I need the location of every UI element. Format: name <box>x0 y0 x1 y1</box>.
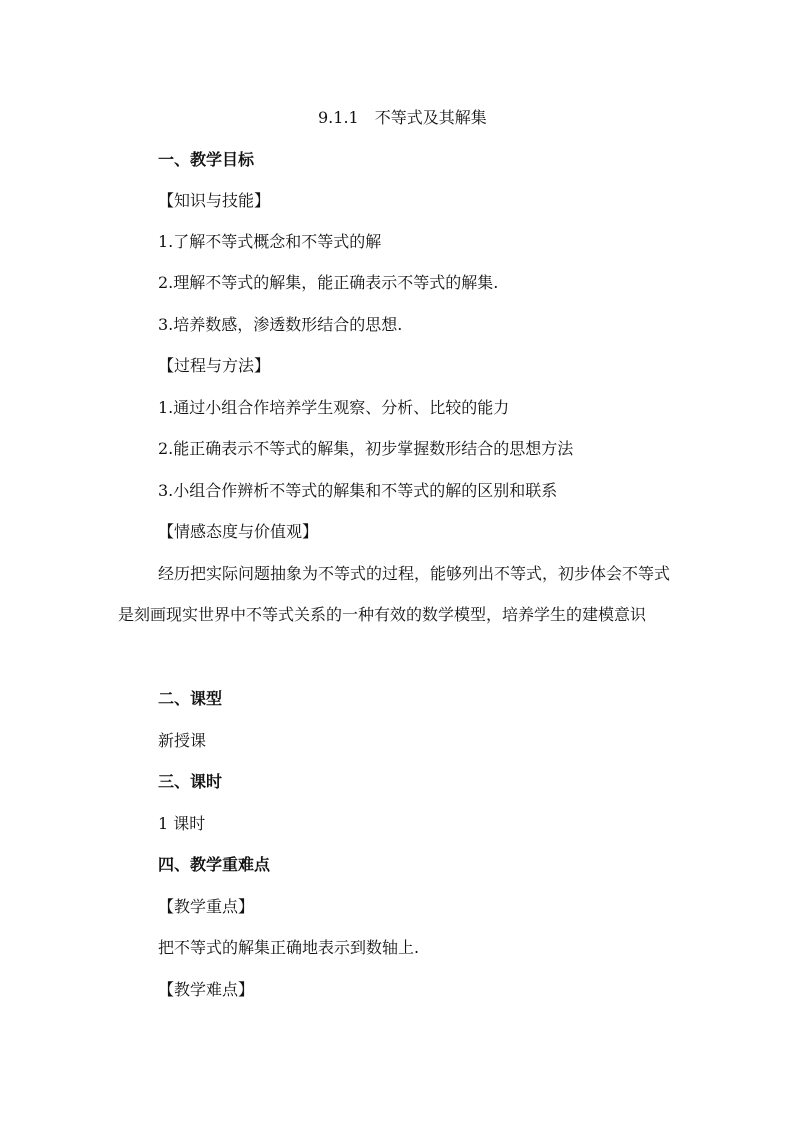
lesson-type-value: 新授课 <box>158 731 207 750</box>
list-item: 2.能正确表示不等式的解集，初步掌握数形结合的思想方法 <box>158 439 574 458</box>
subheading-process-methods: 【过程与方法】 <box>158 356 271 375</box>
list-item: 1.了解不等式概念和不等式的解 <box>158 232 382 251</box>
lesson-hours-value: 1 课时 <box>158 814 206 833</box>
document-page <box>118 0 678 1123</box>
section-heading-teaching-goals: 一、教学目标 <box>158 150 255 169</box>
subheading-emotion-values: 【情感态度与价值观】 <box>158 522 319 541</box>
subheading-teaching-difficult: 【教学难点】 <box>158 980 255 999</box>
subheading-teaching-key: 【教学重点】 <box>158 897 255 916</box>
paragraph-emotion-values: 经历把实际问题抽象为不等式的过程，能够列出不等式，初步体会不等式是刻画现实世界中不等式关系的一种有效的数学模型，培养学生的建模意识 <box>118 564 671 624</box>
subheading-knowledge-skills: 【知识与技能】 <box>158 191 271 210</box>
document-title: 9.1.1 不等式及其解集 <box>318 108 487 127</box>
list-item: 1.通过小组合作培养学生观察、分析、比较的能力 <box>158 398 510 417</box>
section-heading-lesson-hours: 三、课时 <box>158 772 223 791</box>
teaching-key-text: 把不等式的解集正确地表示到数轴上. <box>158 938 420 957</box>
list-item: 3.培养数感，渗透数形结合的思想. <box>158 315 403 334</box>
section-heading-lesson-type: 二、课型 <box>158 689 223 708</box>
section-heading-key-difficult: 四、教学重难点 <box>158 855 271 874</box>
list-item: 3.小组合作辨析不等式的解集和不等式的解的区别和联系 <box>158 481 558 500</box>
list-item: 2.理解不等式的解集，能正确表示不等式的解集. <box>158 273 499 292</box>
